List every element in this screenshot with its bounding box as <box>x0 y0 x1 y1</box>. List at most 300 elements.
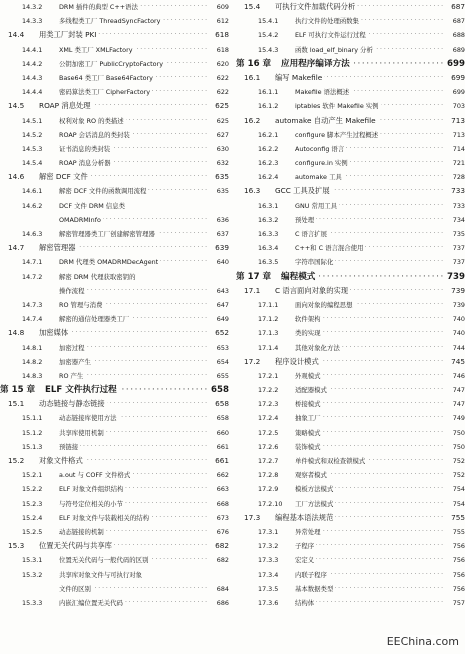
toc-entry-text <box>22 514 151 522</box>
toc-entry-number: 15.2.4 <box>22 513 43 522</box>
toc-entry-text <box>244 513 335 522</box>
toc-entry <box>236 43 465 57</box>
toc-entry-page: 682 <box>215 553 229 567</box>
toc-entry-number: 15.1.2 <box>22 428 43 437</box>
toc-entry-page: 618 <box>213 28 229 42</box>
toc-entry-page: 745 <box>449 355 465 369</box>
toc-entry-title: DCF 文件 DRM 信息类 <box>59 201 125 210</box>
toc-entry-page: 618 <box>215 43 229 57</box>
toc-entry <box>0 383 229 397</box>
toc-entry-text <box>8 399 107 408</box>
toc-entry-number: 17.1.1 <box>258 300 279 309</box>
toc-entry-title: 用类工厂封装 PKI <box>39 30 97 40</box>
toc-entry-page: 756 <box>451 539 465 553</box>
toc-entry <box>236 28 465 42</box>
toc-entry-text <box>22 131 132 139</box>
toc-entry-title: 字符串国际化 <box>295 258 334 267</box>
toc-entry-number: 17.3.2 <box>258 542 279 551</box>
toc-entry-page: 620 <box>215 57 229 71</box>
toc-entry-number: 14.8.3 <box>22 371 43 380</box>
toc-entry-page: 647 <box>215 298 229 312</box>
toc-entry-title: 解密 DCF 文件的函数调用流程 <box>59 187 147 196</box>
toc-entry-title: 面向对象的编程思想 <box>295 300 353 309</box>
toc-entry <box>236 525 465 539</box>
toc-entry <box>0 99 229 113</box>
toc-entry <box>236 298 465 312</box>
toc-entry <box>0 355 229 369</box>
toc-entry-number: 16.3.1 <box>258 201 279 210</box>
toc-entry-text <box>22 556 150 564</box>
toc-entry-number: 15.4 <box>244 2 261 11</box>
toc-entry-number: 14.5 <box>8 101 25 111</box>
toc-entry <box>0 397 229 411</box>
toc-entry-title: ELF 对象文件与装载相关的结构 <box>59 513 149 522</box>
toc-entry-title: 操作流程 <box>59 286 85 295</box>
toc-entry-text <box>258 429 323 437</box>
toc-entry-title: 应用程序编译方法 <box>281 58 350 69</box>
toc-entry <box>0 255 229 269</box>
toc-entry <box>0 57 229 71</box>
toc-entry-title: 子程序 <box>295 542 315 551</box>
toc-entry-page: 747 <box>451 383 465 397</box>
toc-entry-text <box>258 159 350 167</box>
toc-entry-number: 17.2.2 <box>258 386 279 395</box>
toc-entry <box>0 0 229 14</box>
toc-entry-title: 解密管理器类工厂创建解密管理器 <box>59 230 155 238</box>
toc-entry-page: 688 <box>451 28 465 42</box>
toc-entry-number: 15.2.3 <box>22 499 43 508</box>
toc-entry-text <box>8 328 70 337</box>
toc-entry-page: 653 <box>215 341 229 355</box>
toc-entry-title: ROAP 消息处理 <box>39 101 91 111</box>
toc-entry-title: 内嵌汇编位置无关代码 <box>59 598 123 607</box>
toc-entry-number: 17.2 <box>244 356 261 366</box>
toc-entry-number: 14.8 <box>8 328 25 338</box>
toc-entry-page: 654 <box>215 355 229 369</box>
toc-entry-page: 622 <box>215 71 229 85</box>
toc-entry-text <box>22 117 126 125</box>
toc-entry-number: 14.7 <box>8 243 25 253</box>
toc-entry-page: 643 <box>215 284 229 298</box>
toc-entry-number: 17.1.3 <box>258 329 279 338</box>
toc-entry-title: RO 管理与消费 <box>59 300 103 309</box>
toc-entry-text <box>258 485 335 493</box>
toc-entry-number: 17.3.1 <box>258 527 279 536</box>
toc-entry-page: 625 <box>213 99 229 113</box>
toc-entry <box>0 525 229 539</box>
toc-entry <box>0 85 229 99</box>
toc-entry-number: 14.6 <box>8 172 25 182</box>
toc-entry-text <box>258 173 344 181</box>
toc-entry-page: 739 <box>451 298 465 312</box>
toc-entry-text <box>244 116 378 125</box>
toc-entry-page: 662 <box>215 468 229 482</box>
toc-entry <box>0 270 229 284</box>
toc-entry-page: 687 <box>449 0 465 14</box>
toc-entry <box>236 284 465 298</box>
toc-entry-page: 733 <box>451 199 465 213</box>
toc-entry-page: 635 <box>215 184 229 198</box>
toc-entry-number: 17.1 <box>244 285 261 295</box>
toc-entry-text <box>244 357 321 366</box>
toc-entry-page: 658 <box>215 411 229 425</box>
toc-entry-text <box>22 485 125 493</box>
toc-entry-title: 编程模式 <box>281 271 316 282</box>
toc-entry <box>236 213 465 227</box>
toc-entry-text <box>22 358 93 366</box>
toc-entry-text <box>22 17 162 25</box>
toc-entry <box>236 468 465 482</box>
toc-entry-text <box>236 272 317 282</box>
toc-entry-number: 15.4.1 <box>258 17 279 26</box>
toc-entry-title: 动态链接的机制 <box>59 527 104 536</box>
toc-entry-title: RO 产生 <box>59 371 84 380</box>
toc-entry <box>236 270 465 284</box>
toc-entry-number: 17.2.10 <box>258 499 283 508</box>
toc-entry-page: 609 <box>215 0 229 14</box>
toc-entry-text <box>8 101 93 110</box>
toc-entry <box>0 28 229 42</box>
toc-entry <box>236 482 465 496</box>
toc-entry <box>236 142 465 156</box>
toc-entry-title: 模板方法模式 <box>295 485 334 494</box>
toc-entry <box>0 341 229 355</box>
toc-entry <box>236 369 465 383</box>
toc-entry-text <box>258 31 368 39</box>
toc-entry-page: 734 <box>451 213 465 227</box>
toc-entry-text <box>258 500 335 508</box>
toc-entry-page: 625 <box>215 114 229 128</box>
toc-entry-page: 612 <box>215 14 229 28</box>
toc-entry-number: 15.2.2 <box>22 485 43 494</box>
toc-entry <box>236 511 465 525</box>
toc-entry <box>0 568 229 582</box>
toc-entry-page: 755 <box>449 511 465 525</box>
toc-entry-page: 630 <box>215 142 229 156</box>
toc-entry <box>236 383 465 397</box>
toc-entry-page: 699 <box>445 57 465 71</box>
toc-entry-number: 14.8.1 <box>22 343 43 352</box>
toc-entry-text <box>22 599 125 607</box>
toc-entry <box>0 199 229 213</box>
toc-entry-page: 635 <box>213 170 229 184</box>
toc-entry-title: 单件模式和双检查锁模式 <box>295 457 366 465</box>
toc-entry-text <box>8 243 77 252</box>
toc-entry-title: 公钥加密工厂 PublicCryptoFactory <box>59 59 163 68</box>
toc-entry <box>0 511 229 525</box>
toc-entry <box>0 312 229 326</box>
toc-entry-page: 686 <box>215 596 229 610</box>
toc-entry <box>236 128 465 142</box>
toc-entry <box>236 454 465 468</box>
toc-entry-number: 16.1 <box>244 72 261 82</box>
toc-entry-page: 640 <box>215 255 229 269</box>
toc-entry <box>236 199 465 213</box>
toc-entry-number: 14.7.4 <box>22 315 43 324</box>
toc-entry <box>236 114 465 128</box>
toc-entry-text <box>258 329 323 337</box>
toc-entry-page: 687 <box>451 14 465 28</box>
toc-entry-title: a.out 与 COFF 文件格式 <box>59 471 131 480</box>
toc-entry-number: 15.4.3 <box>258 45 279 54</box>
toc-entry-text <box>22 46 134 54</box>
toc-entry <box>0 326 229 340</box>
toc-entry <box>0 227 229 241</box>
toc-entry-page: 752 <box>451 454 465 468</box>
toc-entry-number: 14.7.3 <box>22 300 43 309</box>
toc-entry-text <box>22 471 132 479</box>
toc-entry-title: 共享库使用机制 <box>59 428 104 437</box>
toc-entry-title: 权利对象 RO 的类描述 <box>59 116 124 125</box>
toc-entry-title: 位置无关代码与共享库 <box>39 541 112 551</box>
toc-entry-text <box>258 46 375 54</box>
toc-entry-page: 728 <box>451 170 465 184</box>
toc-entry-text <box>22 88 152 96</box>
toc-entry-number: 17.1.4 <box>258 343 279 352</box>
toc-entry-title: DRM 代理类 OMADRMDecAgent <box>59 258 159 267</box>
toc-entry-number: 14.6.3 <box>22 230 43 238</box>
toc-entry-title: Autoconfig 语言 <box>295 144 345 153</box>
toc-entry-text <box>22 528 106 536</box>
toc-entry-number: 14.7.1 <box>22 258 43 267</box>
toc-entry-page: 713 <box>451 128 465 142</box>
toc-entry-text <box>22 187 148 195</box>
toc-entry-text <box>22 500 125 508</box>
toc-entry-text <box>258 258 335 266</box>
toc-entry-text <box>258 17 361 25</box>
toc-entry-number: 15.2.1 <box>22 471 43 480</box>
toc-right-column <box>236 0 465 610</box>
toc-entry <box>236 355 465 369</box>
toc-entry-number: 14.4 <box>8 30 25 40</box>
toc-entry-number: 14.5.4 <box>22 159 43 168</box>
toc-entry-number: 16.2.2 <box>258 144 279 153</box>
toc-entry-number: 16.1.1 <box>258 88 279 97</box>
toc-entry-text <box>258 542 316 550</box>
toc-entry-text <box>258 400 323 408</box>
toc-entry-number: 17.2.9 <box>258 485 279 494</box>
toc-entry-text <box>258 414 323 422</box>
toc-entry-title: automake 自动产生 Makefile <box>275 115 376 125</box>
toc-entry-page: 637 <box>215 227 229 241</box>
toc-entry-title: Base64 类工厂 Base64Factory <box>59 73 153 82</box>
toc-entry-number: 14.5.2 <box>22 130 43 139</box>
toc-entry-number: 17.2.3 <box>258 400 279 409</box>
toc-entry-text <box>258 315 323 323</box>
toc-entry <box>236 596 465 610</box>
toc-entry-title: 执行文件的处理函数集 <box>295 17 359 26</box>
toc-entry-title: 解密的通信处理器类工厂 <box>59 315 130 324</box>
toc-entry-text <box>244 2 357 11</box>
toc-entry <box>236 497 465 511</box>
toc-entry-number: 14.4.3 <box>22 73 43 82</box>
toc-entry <box>236 341 465 355</box>
toc-entry-text <box>258 344 342 352</box>
toc-entry-text <box>22 273 137 281</box>
toc-entry-page: 721 <box>451 156 465 170</box>
toc-entry-title: 位置无关代码与一般代码的区别 <box>59 556 149 565</box>
toc-entry <box>236 71 465 85</box>
toc-entry-number: 15.2.5 <box>22 527 43 536</box>
toc-entry <box>0 582 229 596</box>
toc-entry-number: 16.1.2 <box>258 102 279 111</box>
toc-entry-text <box>8 456 85 465</box>
toc-entry-number: 16.3.2 <box>258 215 279 224</box>
toc-entry <box>0 170 229 184</box>
toc-entry-number: 16.3.4 <box>258 244 279 253</box>
toc-entry-title: automake 工具 <box>295 173 342 182</box>
toc-entry-title: ROAP 消息分析器 <box>59 159 111 168</box>
toc-entry-page: 649 <box>215 312 229 326</box>
toc-entry-number: 17.2.6 <box>258 442 279 451</box>
toc-entry-title: 解密管理器 <box>39 243 76 253</box>
toc-entry <box>0 596 229 610</box>
toc-entry-page: 658 <box>213 397 229 411</box>
toc-entry-text <box>22 571 144 579</box>
toc-entry-title: C++和 C 语言混合使用 <box>295 244 364 253</box>
toc-entry-title: 桥接模式 <box>295 400 321 409</box>
toc-entry <box>0 426 229 440</box>
toc-entry-page: 660 <box>215 426 229 440</box>
toc-entry-page: 757 <box>451 596 465 610</box>
toc-entry-text <box>258 244 365 252</box>
toc-entry-number: 16.2.1 <box>258 130 279 139</box>
toc-entry <box>236 85 465 99</box>
toc-entry-title: 解密 DRM 代理获取密钥的 <box>59 272 136 281</box>
toc-entry-title: 宏定义 <box>295 556 315 565</box>
toc-entry-title: 文件的区别 <box>59 584 91 593</box>
toc-entry-page: 739 <box>449 284 465 298</box>
toc-entry-number: 第 16 章 <box>236 58 272 69</box>
toc-entry <box>236 57 465 71</box>
toc-entry <box>0 184 229 198</box>
toc-entry-number: 16.2 <box>244 115 261 125</box>
toc-entry-number: 17.2.7 <box>258 457 279 465</box>
toc-entry-title: 解密 DCF 文件 <box>39 172 88 182</box>
toc-entry-title: C 语言扩展 <box>295 230 328 238</box>
toc-entry-page: 699 <box>451 85 465 99</box>
toc-entry-page: 754 <box>451 497 465 511</box>
toc-entry <box>0 298 229 312</box>
toc-entry-title: 密码算法类工厂 CipherFactory <box>59 88 151 97</box>
toc-entry-text <box>22 372 85 380</box>
toc-entry-text <box>258 528 323 536</box>
toc-entry-title: OMADRMInfo <box>59 215 101 224</box>
toc-entry-title: 函数 load_elf_binary 分析 <box>295 45 373 54</box>
toc-entry-number: 14.3.2 <box>22 3 43 11</box>
toc-entry-text <box>22 74 155 82</box>
toc-entry-text <box>22 344 87 352</box>
toc-entry-number: 14.8.2 <box>22 357 43 366</box>
toc-entry-page: 689 <box>451 43 465 57</box>
toc-entry-number: 16.2.4 <box>258 173 279 182</box>
toc-entry-text <box>22 230 157 238</box>
toc-entry-title: configure.in 实例 <box>295 159 348 168</box>
toc-entry-page: 755 <box>451 525 465 539</box>
toc-entry-title: 其他对象化方法 <box>295 343 340 352</box>
toc-entry-text <box>258 372 323 380</box>
toc-entry-number: 17.2.8 <box>258 471 279 480</box>
toc-entry-text <box>258 216 316 224</box>
toc-entry-title: GNU 常用工具 <box>295 201 338 210</box>
toc-entry-text <box>0 385 119 395</box>
toc-entry-page: 735 <box>451 227 465 241</box>
toc-entry-number: 14.3.3 <box>22 17 43 26</box>
toc-entry <box>0 468 229 482</box>
toc-entry-page: 661 <box>215 440 229 454</box>
toc-entry <box>0 482 229 496</box>
toc-entry-page: 750 <box>451 426 465 440</box>
watermark: EEChina.com <box>386 635 459 648</box>
toc-entry <box>0 128 229 142</box>
toc-entry-page: 737 <box>451 255 465 269</box>
toc-entry-title: ELF 可执行文件运行过程 <box>295 31 366 40</box>
toc-entry <box>0 497 229 511</box>
toc-entry-page: 740 <box>451 312 465 326</box>
toc-entry-page: 747 <box>451 397 465 411</box>
toc-entry-title: 加密器产生 <box>59 357 91 366</box>
toc-entry-page: 744 <box>451 341 465 355</box>
toc-entry <box>0 156 229 170</box>
toc-entry-page: 740 <box>451 326 465 340</box>
toc-entry-number: 16.3.5 <box>258 258 279 267</box>
toc-entry-title: 多线程类工厂 ThreadSyncFactory <box>59 17 161 26</box>
toc-entry-title: 动态链接与静态链接 <box>39 399 105 409</box>
toc-entry-title: 类的实现 <box>295 329 321 338</box>
toc-entry <box>0 411 229 425</box>
toc-entry-text <box>244 286 350 295</box>
toc-entry-title: 预链接 <box>59 442 79 451</box>
toc-entry-page: 622 <box>215 85 229 99</box>
toc-entry-number: 15.1.1 <box>22 414 43 423</box>
toc-entry-number: 14.7.2 <box>22 272 43 281</box>
toc-entry-title: 预处理 <box>295 215 315 224</box>
toc-entry-text <box>8 172 90 181</box>
toc-entry-number: 16.3 <box>244 186 261 196</box>
toc-entry-page: 752 <box>451 468 465 482</box>
toc-entry-text <box>22 585 93 593</box>
toc-entry-page: 733 <box>449 184 465 198</box>
toc-entry-page: 655 <box>215 369 229 383</box>
toc-entry-text <box>258 131 380 139</box>
toc-entry-page: 713 <box>449 114 465 128</box>
toc-entry-page: 750 <box>451 440 465 454</box>
toc-entry-title: 加密媒体 <box>39 328 69 338</box>
toc-entry-text <box>22 60 165 68</box>
toc-entry-text <box>22 414 119 422</box>
toc-entry-text <box>244 186 332 195</box>
toc-entry-title: 工厂方法模式 <box>295 499 334 508</box>
toc-entry-title: 程序设计模式 <box>275 356 319 366</box>
toc-entry-text <box>258 145 346 153</box>
toc-entry-page: 676 <box>215 525 229 539</box>
toc-entry <box>236 326 465 340</box>
toc-entry-page: 749 <box>451 411 465 425</box>
toc-entry <box>0 539 229 553</box>
toc-entry-number: 15.3 <box>8 541 25 551</box>
toc-entry <box>236 0 465 14</box>
toc-entry-title: C 语言面向对象的实现 <box>275 285 349 295</box>
toc-entry-title: 共享库对象文件与可执行对象 <box>59 570 143 579</box>
toc-entry-page: 739 <box>445 270 465 284</box>
toc-entry <box>236 99 465 113</box>
toc-entry-page: 756 <box>451 568 465 582</box>
toc-entry-page: 756 <box>451 553 465 567</box>
toc-entry-text <box>8 541 114 550</box>
toc-entry-title: 动态链接库使用方法 <box>59 414 117 423</box>
toc-entry <box>0 114 229 128</box>
toc-entry-text <box>258 230 329 238</box>
